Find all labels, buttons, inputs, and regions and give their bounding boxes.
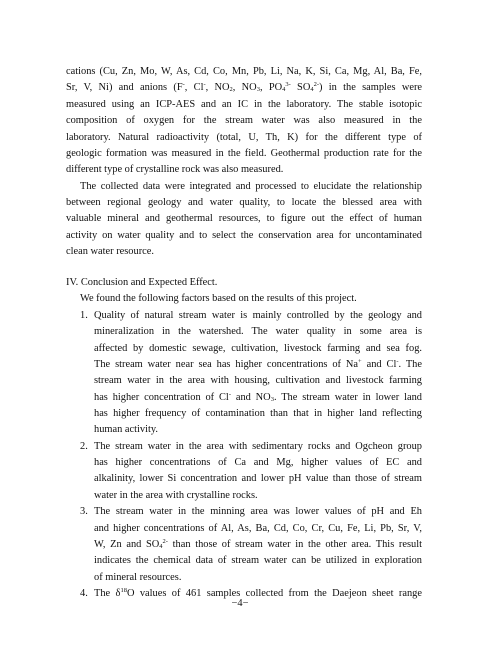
text-line: The collected data were integrated and processed to elucidate the relationship <box>80 180 422 192</box>
text-line: laboratory. Natural radioactivity (total, U, Th, K) for the different type of <box>66 131 422 143</box>
text-line: valuable mineral and geothermal resources, to figure out the effect of human <box>66 213 422 225</box>
text-line: activity on water quality and to select the conservation area for uncontaminated <box>66 229 422 241</box>
text-line: stream water in the area with housing, cultivation and livestock farming <box>94 375 422 387</box>
text-line: different type of crystalline rock was also measured. <box>66 164 284 176</box>
text-line: measured using an ICP-AES and an IC in the laboratory. The stable isotopic <box>66 98 422 110</box>
text-line: affected by domestic sewage, cultivation, livestock farming and sea fog. <box>94 342 422 354</box>
text-line: The $\delta^{18}O$ values of 461 samples collected from the Daejeon sheet range <box>94 587 422 599</box>
text-line: has higher concentrations of Ca and Mg, higher values of EC and <box>94 457 422 468</box>
text-line: clean water resource. <box>66 246 154 258</box>
text-line: and higher concentrations of Al, As, Ba, Cd, Co, Cr, Cu, Fe, Li, Pb, Sr, V, <box>94 522 422 534</box>
list-number: 1. <box>80 309 88 321</box>
text-line: The stream water in the area with sedimentary rocks and Ogcheon group <box>94 440 422 452</box>
list-number: 2. <box>80 440 88 452</box>
text-line: human activity. <box>94 424 158 436</box>
text-line: Quality of natural stream water is mainly controlled by the geology and <box>94 309 422 321</box>
text-line: W, Zn and $SO_4^{2-}$ than those of stream water in the other area. This result <box>94 537 422 550</box>
text-line: alkalinity, lower Si concentration and lower pH value than those of stream <box>94 473 422 485</box>
text-line: The stream water in the minning area was lower values of pH and Eh <box>94 506 422 518</box>
text-line: mineralization in the watershed. The water quality in some area is <box>94 326 422 338</box>
text-line: The stream water near sea has higher concentrations of Na+ and Cl-. The <box>94 357 422 370</box>
text-line: cations (Cu, Zn, Mo, W, As, Cd, Co, Mn, Pb, Li, Na, K, Si, Ca, Mg, Al, Ba, Fe, <box>66 66 422 77</box>
list-number: 4. <box>80 588 88 599</box>
text-line: geologic formation was measured in the field. Geothermal production rate for the <box>66 147 422 159</box>
section-intro: We found the following factors based on the results of this project. <box>80 293 357 305</box>
list-number: 3. <box>80 506 88 518</box>
text-line: Sr, V, Ni) and anions (F-, Cl-, $NO_2$, $NO_3$, $PO_4^{3-}$ $SO_4^{2-}$) in the samples were <box>66 81 423 94</box>
text-line: has higher frequency of contamination than that in higher land reflecting <box>94 407 422 419</box>
page-number: −4− <box>231 598 249 609</box>
text-line: indicates the chemical data of stream water can be utilized in exploration <box>94 555 422 567</box>
text-line: composition of oxygen for the stream water was also measured in the <box>66 115 422 127</box>
text-line: water in the area with crystalline rocks. <box>94 489 258 501</box>
text-line: has higher concentration of Cl- and $NO_3$. The stream water in lower land <box>94 390 422 403</box>
text-line: of mineral resources. <box>94 571 182 583</box>
section-heading: IV. Conclusion and Expected Effect. <box>66 277 218 288</box>
text-line: between regional geology and water quality, to locate the blessed area with <box>66 197 422 208</box>
